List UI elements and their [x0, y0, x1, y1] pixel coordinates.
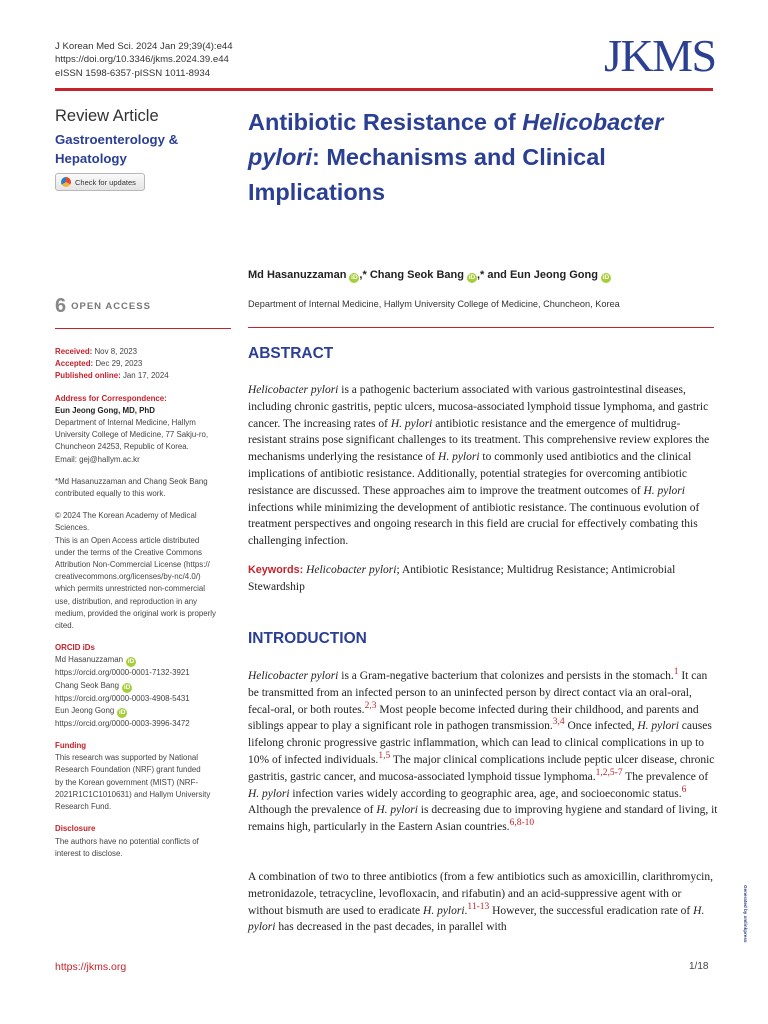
doi-link[interactable]: https://doi.org/10.3346/jkms.2024.39.e44: [55, 54, 229, 66]
orcid-author: Md Hasanuzzaman: [55, 655, 123, 665]
text-line: Research Fund.: [55, 802, 112, 812]
divider: [248, 327, 714, 328]
citation-link[interactable]: 11-13: [467, 901, 490, 912]
text-line: cited.: [55, 621, 74, 631]
orcid-link[interactable]: https://orcid.org/0000-0003-4908-5431: [55, 693, 190, 703]
text-line: This research was supported by National: [55, 753, 198, 763]
abstract-heading: ABSTRACT: [248, 345, 334, 362]
italic-text: H. pylori: [423, 904, 465, 917]
text-line: Sciences.: [55, 523, 90, 533]
title-text-2: : Mechanisms and Clinical Implications: [248, 144, 606, 205]
body-span: Once infected,: [564, 720, 638, 733]
text-line: contributed equally to this work.: [55, 489, 166, 499]
keyword-italic: Helicobacter pylori: [306, 564, 397, 576]
introduction-heading: INTRODUCTION: [248, 630, 367, 647]
citation-link[interactable]: 1,5: [378, 751, 391, 762]
orcid-author: Eun Jeong Gong: [55, 705, 115, 715]
journal-meta: [55, 40, 233, 80]
body-span: has decreased in the past decades, in parallel with: [275, 921, 507, 934]
citation-link[interactable]: 6: [681, 784, 687, 795]
orcid-link[interactable]: https://orcid.org/0000-0001-7132-3921: [55, 668, 190, 678]
text-line: This is an Open Access article distributed: [55, 535, 200, 545]
text-line: Research Foundation (NRF) grant funded: [55, 765, 201, 775]
abstract-span: to commonly used antibiotics and the clinical implications of antibiotic resistance. Additionally, potential strategies for overcoming antibiotic resistance are discussed. These approaches aim to improve the treatment outcomes of: [248, 451, 692, 497]
published-label: Published online:: [55, 371, 121, 381]
generator-text: Generated by xmlinkpress: [743, 885, 748, 943]
orcid-block: [55, 642, 235, 730]
keywords: [248, 562, 718, 596]
abstract-text: [248, 382, 718, 550]
text-line: by the Korean government (MIST) (NRF-: [55, 777, 198, 787]
text-line: which permits unrestricted non-commercial: [55, 584, 205, 594]
correspondence-name: Eun Jeong Gong, MD, PhD: [55, 405, 155, 415]
equal-contribution-note: [55, 476, 235, 500]
disclosure-label: Disclosure: [55, 824, 96, 834]
author-name: Md Hasanuzzaman: [248, 269, 347, 281]
body-span: A combination of two to three antibiotics (from a few antibiotics such as amoxicillin, clarithromycin, metronidazole, tetracycline, levofloxacin, and rifabutin) and an acid-suppressive agent with or without bismuth are used to eradicate: [248, 871, 713, 917]
body-span: infection varies widely according to geographic area, age, and socioeconomic status.: [289, 787, 682, 800]
affiliation: Department of Internal Medicine, Hallym University College of Medicine, Chuncheon, Korea: [248, 299, 620, 309]
abstract-span: infections while minimizing the development of antibiotic resistance. The continuous evolution of treatment perspectives and ongoing research in this field are crucial for effectively combating this challenging infection.: [248, 501, 700, 548]
open-access-icon: 6: [55, 295, 67, 317]
author-separator: ,* and: [476, 269, 510, 281]
journal-logo[interactable]: JKMS: [604, 30, 716, 81]
keywords-label: Keywords:: [248, 564, 304, 576]
orcid-icon[interactable]: iD: [118, 708, 126, 716]
citation-link[interactable]: 2,3: [364, 700, 377, 711]
text-line: University College of Medicine, 77 Sakju-ro,: [55, 430, 209, 440]
italic-text: H. pylori: [248, 904, 705, 934]
open-access: [55, 295, 151, 318]
received-label: Received:: [55, 347, 93, 356]
check-for-updates-label: Check for updates: [75, 177, 136, 187]
text-line: 2021R1C1C1010631) and Hallym University: [55, 789, 211, 799]
accepted-date: Dec 29, 2023: [95, 359, 143, 369]
author-list: [248, 269, 611, 283]
body-span: The major clinical complications include peptic ulcer disease, chronic gastritis, gastric cancer, and mucosa-associated lymphoid tissue lymphoma.: [248, 753, 715, 783]
orcid-author: Chang Seok Bang: [55, 680, 120, 690]
italic-text: H. pylori: [390, 417, 433, 430]
abstract-span: is a pathogenic bacterium associated with various gastrointestinal diseases, including chronic gastritis, peptic ulcers, mucosa-associated lymphoid tissue lymphoma, and gastric cancer. The increasing rates of: [248, 384, 709, 430]
body-span: Although the prevalence of: [248, 804, 377, 817]
italic-text: H. pylori: [643, 484, 685, 497]
intro-paragraph-1: [248, 668, 718, 836]
italic-text: H. pylori: [248, 787, 290, 800]
body-span: .: [464, 904, 468, 917]
text-line: Attribution Non-Commercial License (https://: [55, 560, 210, 570]
body-span: is decreasing due to improving hygiene and standard of living, it remains high, particularly in the Eastern Asian countries.: [248, 804, 718, 834]
open-access-label: OPEN ACCESS: [71, 301, 151, 312]
text-line: medium, provided the original work is properly: [55, 608, 216, 618]
citation-link[interactable]: 6,8-10: [509, 818, 535, 829]
orcid-icon[interactable]: iD: [123, 683, 131, 691]
orcid-icon[interactable]: iD: [468, 274, 476, 281]
body-span: is a Gram-negative bacterium that colonizes and persists in the stomach.: [338, 670, 674, 682]
disclosure-block: [55, 823, 235, 860]
text-line: © 2024 The Korean Academy of Medical: [55, 511, 197, 521]
article-type: Review Article: [55, 107, 159, 125]
correspondence-block: [55, 393, 235, 466]
italic-text: Helicobacter pylori: [248, 384, 339, 396]
copyright-block: [55, 510, 235, 632]
license-link[interactable]: creativecommons.org/licenses/by-nc/4.0/): [55, 572, 201, 582]
crossmark-icon: [61, 177, 71, 187]
article-title: [248, 105, 718, 210]
funding-block: [55, 740, 235, 813]
check-for-updates-button[interactable]: [55, 173, 145, 191]
funding-label: Funding: [55, 741, 87, 751]
italic-text: H. pylori: [376, 804, 418, 817]
body-span: However, the successful eradication rate of: [489, 904, 694, 917]
intro-paragraph-2: [248, 869, 718, 936]
author-name: Chang Seok Bang: [369, 269, 464, 281]
body-span: causes lifelong chronic progressive gastric inflammation, which can lead to clinical complications in up to 10% of infected individuals.: [248, 720, 712, 766]
abstract-span: antibiotic resistance and the emergence of multidrug-resistant strains pose significant challenges to its treatment. This comprehensive review explores the mechanisms underlying the resistance of: [248, 417, 710, 464]
italic-text: H. pylori: [438, 451, 480, 464]
sidebar: [55, 346, 235, 870]
orcid-icon[interactable]: iD: [127, 658, 135, 666]
correspondence-label: Address for Correspondence:: [55, 393, 167, 403]
text-line: use, distribution, and reproduction in any: [55, 596, 198, 606]
accepted-label: Accepted:: [55, 359, 94, 369]
received-date: Nov 8, 2023: [94, 347, 138, 356]
orcid-label: ORCID iDs: [55, 643, 95, 653]
text-line: under the terms of the Creative Commons: [55, 547, 202, 557]
body-span: It can be transmitted from an infected person to an uninfected person by direct contact via an oral-oral, fecal-oral, or both routes.: [248, 670, 708, 716]
text-line: Department of Internal Medicine, Hallym: [55, 418, 196, 428]
published-date: Jan 17, 2024: [122, 371, 169, 381]
journal-url-link[interactable]: https://jkms.org: [55, 961, 127, 973]
title-text-1: Antibiotic Resistance of: [248, 109, 523, 135]
italic-text: Helicobacter pylori: [248, 670, 339, 682]
citation-link[interactable]: 1,2,5-7: [595, 767, 623, 778]
citation-link[interactable]: 1: [673, 667, 679, 678]
title-italic: Helicobacter pylori: [248, 109, 664, 170]
author-separator: ,*: [359, 269, 370, 281]
keywords-text: ; Antibiotic Resistance; Multidrug Resistance; Antimicrobial Stewardship: [248, 564, 676, 593]
citation: J Korean Med Sci. 2024 Jan 29;39(4):e44: [55, 41, 233, 52]
text-line: interest to disclose.: [55, 848, 123, 858]
citation-link[interactable]: 3,4: [552, 717, 565, 728]
text-line: *Md Hasanuzzaman and Chang Seok Bang: [55, 476, 208, 486]
body-span: The prevalence of: [622, 770, 709, 783]
body-span: Most people become infected during their childhood, and parents and siblings appear to play a significant role in pathogen transmission.: [248, 703, 699, 733]
orcid-link[interactable]: https://orcid.org/0000-0003-3996-3472: [55, 718, 190, 728]
text-line: Chuncheon 24253, Republic of Korea.: [55, 442, 189, 452]
text-line: The authors have no potential conflicts of: [55, 836, 199, 846]
article-category: Gastroenterology & Hepatology: [55, 132, 179, 166]
italic-text: H. pylori: [637, 720, 679, 733]
author-name: Eun Jeong Gong: [509, 269, 598, 281]
header-rule: [55, 88, 713, 91]
dates-block: [55, 346, 235, 383]
orcid-icon[interactable]: iD: [351, 274, 358, 281]
issn: eISSN 1598-6357·pISSN 1011-8934: [55, 67, 211, 79]
page-number: 1/18: [689, 961, 709, 972]
divider: [55, 328, 231, 329]
generator-watermark: [736, 885, 748, 965]
email-link[interactable]: Email: gej@hallym.ac.kr: [55, 454, 140, 464]
orcid-icon[interactable]: iD: [602, 274, 610, 281]
